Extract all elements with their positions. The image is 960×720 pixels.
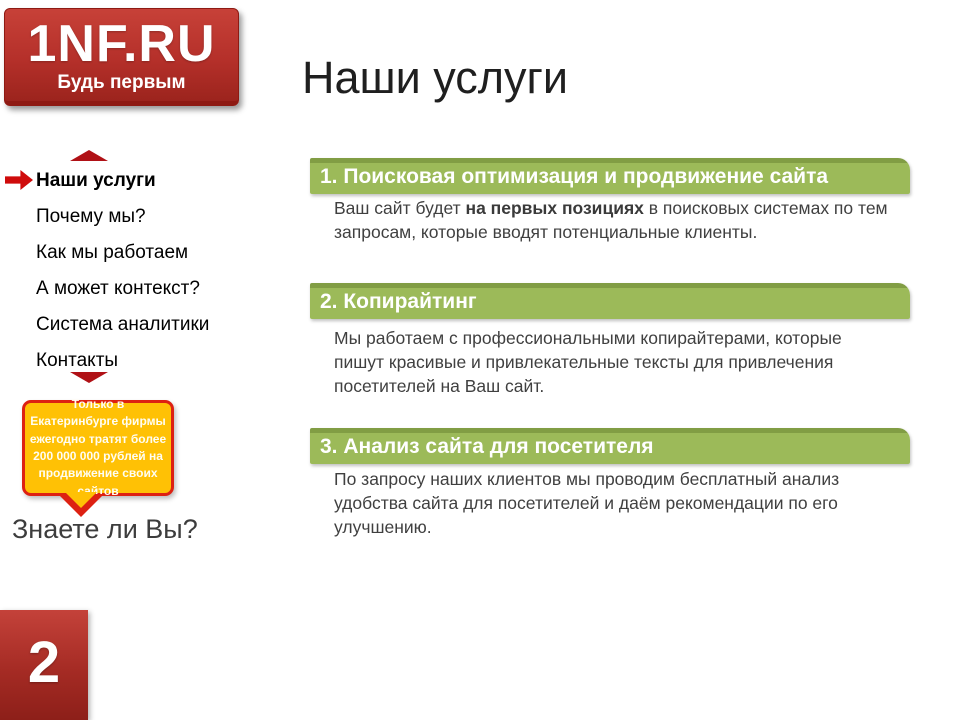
body-text: По запросу наших клиентов мы проводим бесплатный анализ удобства сайта для посетителей и даём рекомендации по его улучшению. [334,469,840,537]
section-header-copywriting: 2. Копирайтинг [310,283,910,319]
callout-caption: Знаете ли Вы? [12,514,198,544]
body-text: Мы работаем с профессиональными копирайтерами, которые пишут красивые и привлекательные тексты для привлечения посетителей на Ваш сайт. [334,328,842,396]
section-body-analysis [334,468,890,539]
fact-callout [22,396,174,498]
page-number: 2 [27,630,61,695]
callout-tail-fill-icon [65,492,97,508]
logo-title: 1NF.RU [27,15,216,73]
logo-tagline: Будь первым [57,72,186,93]
chevron-down-icon [70,372,108,383]
sidebar-item-kontakty[interactable]: Контакты [36,350,119,371]
body-text: в поисковых системах по тем запросам, которые вводят потенциальные клиенты. [334,198,888,242]
sidebar-item-kak-my-rabotaem[interactable]: Как мы работаем [36,242,189,263]
sidebar-item-kontekst[interactable]: А может контекст? [36,278,200,299]
sidebar-item-pochemu-my[interactable]: Почему мы? [36,206,146,227]
body-text: Ваш сайт будет [334,198,466,218]
page-number-box [0,610,88,720]
chevron-up-icon [70,150,108,161]
section-body-copywriting [334,327,890,398]
fact-callout-text: Только в Екатеринбурге фирмы ежегодно тратят более 200 000 000 рублей на продвижение своих сайтов [29,396,167,498]
section-header-seo: 1. Поисковая оптимизация и продвижение сайта [310,158,910,194]
sidebar-item-analitika[interactable]: Система аналитики [36,314,210,335]
sidebar-nav [36,163,209,379]
active-item-arrow-icon [5,170,33,190]
section-body-seo [334,197,890,245]
page-title: Наши услуги [302,52,569,103]
body-emphasis: на первых позициях [465,198,644,218]
sidebar-item-nashi-uslugi[interactable]: Наши услуги [36,170,156,191]
section-header-analysis: 3. Анализ сайта для посетителя [310,428,910,464]
logo[interactable] [4,8,239,106]
